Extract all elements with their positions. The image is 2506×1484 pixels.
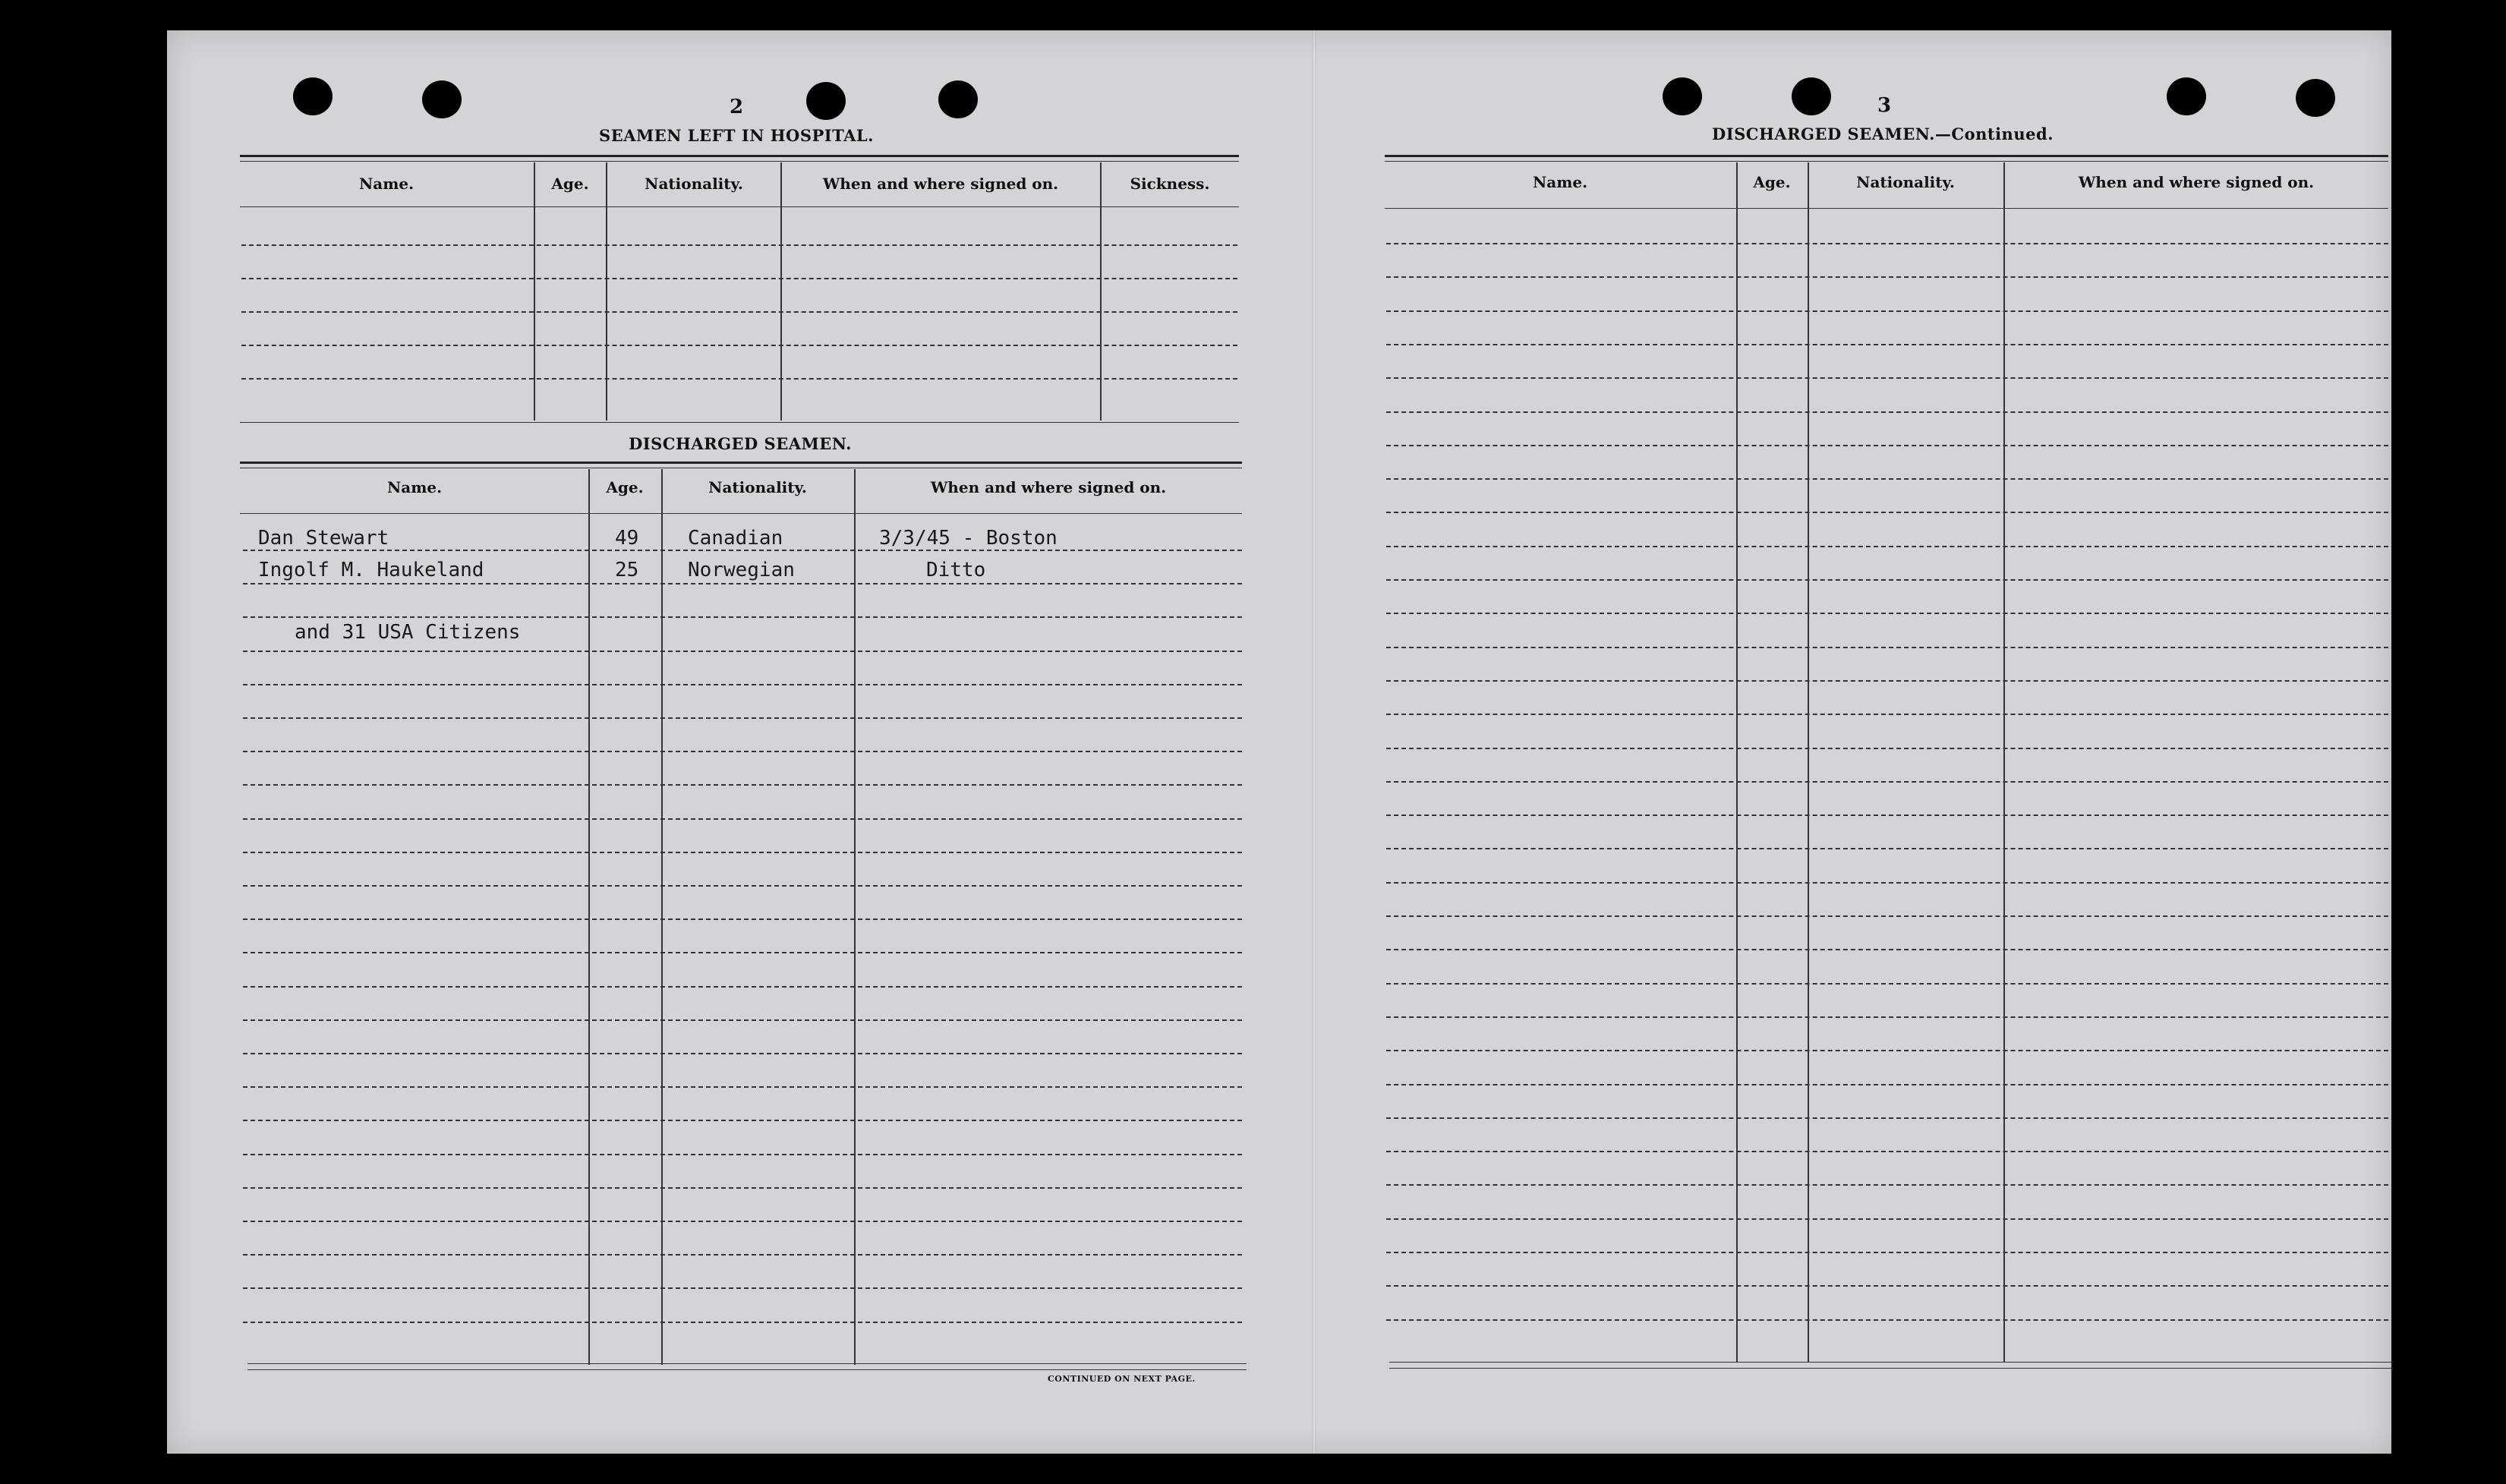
discharged-row-1-signed-on: 3/3/45 - Boston <box>879 527 1058 550</box>
binder-hole <box>806 82 846 120</box>
right-col-age: Age. <box>1753 173 1791 191</box>
ruled-line <box>1386 1151 2388 1152</box>
ruled-line <box>1386 613 2388 614</box>
ruled-line <box>1386 1117 2388 1119</box>
ruled-line <box>243 717 1242 719</box>
ruled-line <box>243 952 1242 953</box>
discharged-col-name: Name. <box>386 478 443 496</box>
ruled-line <box>1386 512 2388 513</box>
ruled-line <box>243 852 1242 853</box>
ruled-line <box>1386 1319 2388 1321</box>
column-divider <box>2003 162 2005 1362</box>
ruled-line <box>243 885 1242 887</box>
hospital-col-signed-on: When and where signed on. <box>822 175 1059 193</box>
ruled-line <box>1386 579 2388 581</box>
binder-hole <box>293 77 333 115</box>
discharged-col-nationality: Nationality. <box>708 478 807 496</box>
right-col-nationality: Nationality. <box>1856 173 1955 191</box>
ruled-line <box>1386 1285 2388 1287</box>
discharged-row-2-name: Ingolf M. Haukeland <box>258 559 484 581</box>
ruled-line <box>1386 1184 2388 1186</box>
ruled-line <box>243 550 1242 551</box>
hospital-col-sickness: Sickness. <box>1130 175 1210 193</box>
continued-footer: CONTINUED ON NEXT PAGE. <box>1048 1374 1196 1384</box>
binder-hole <box>2167 77 2206 115</box>
ruled-line <box>1386 1218 2388 1220</box>
table-top-rule <box>240 155 1239 157</box>
discharged-row-1-name: Dan Stewart <box>258 527 389 550</box>
discharged-row-1-nationality: Canadian <box>688 527 783 550</box>
table-top-rule <box>240 462 1242 464</box>
ruled-line <box>1386 814 2388 816</box>
ruled-line <box>241 278 1237 279</box>
ruled-line <box>243 1154 1242 1155</box>
ruled-line <box>241 345 1237 346</box>
ruled-line <box>1386 276 2388 278</box>
ruled-line <box>1386 411 2388 413</box>
ruled-line <box>243 651 1242 652</box>
ruled-line <box>1386 647 2388 648</box>
right-col-signed-on: When and where signed on. <box>2078 173 2315 191</box>
ruled-line <box>243 1287 1242 1289</box>
column-divider <box>1736 162 1738 1362</box>
ruled-line <box>241 244 1237 246</box>
binder-hole <box>2296 79 2335 117</box>
column-divider <box>1808 162 1809 1362</box>
ruled-line <box>243 1187 1242 1189</box>
column-divider <box>780 162 782 421</box>
page-fold <box>1312 30 1316 1454</box>
discharged-row-2-signed-on: Ditto <box>926 559 986 581</box>
binder-hole <box>938 80 978 118</box>
ruled-line <box>1386 1252 2388 1253</box>
table-top-rule <box>1385 161 2388 162</box>
header-rule <box>240 513 1242 514</box>
discharged-row-2-age: 25 <box>615 559 639 581</box>
ruled-line <box>243 918 1242 920</box>
table-bottom-rule <box>1389 1362 2393 1363</box>
table-bottom-rule <box>247 1369 1247 1370</box>
ruled-line <box>1386 243 2388 244</box>
column-divider <box>661 469 663 1365</box>
column-divider <box>588 469 590 1365</box>
ruled-line <box>243 1053 1242 1054</box>
ruled-line <box>1386 882 2388 884</box>
ruled-line <box>1386 445 2388 446</box>
ruled-line <box>1386 1084 2388 1085</box>
ruled-line <box>1386 714 2388 715</box>
column-divider <box>606 162 607 421</box>
right-col-name: Name. <box>1532 173 1588 191</box>
ruled-line <box>1386 848 2388 849</box>
ruled-line <box>1386 915 2388 917</box>
discharged-row-2-nationality: Norwegian <box>688 559 795 581</box>
table-bottom-rule <box>240 422 1239 423</box>
ruled-line <box>1386 344 2388 345</box>
page-number-right: 3 <box>1877 94 1892 117</box>
ruled-line <box>1386 377 2388 379</box>
ruled-line <box>1386 478 2388 480</box>
ruled-line <box>243 1120 1242 1121</box>
table-top-rule <box>1385 155 2388 157</box>
page-number-left: 2 <box>729 96 744 118</box>
table-bottom-rule <box>247 1363 1247 1364</box>
ruled-line <box>1386 310 2388 312</box>
hospital-section-title: SEAMEN LEFT IN HOSPITAL. <box>599 126 874 145</box>
ruled-line <box>1386 781 2388 783</box>
ruled-line <box>243 1019 1242 1021</box>
ruled-line <box>1386 1016 2388 1018</box>
ruled-line <box>243 616 1242 618</box>
column-divider <box>534 162 535 421</box>
discharged-col-age: Age. <box>606 478 644 496</box>
hospital-col-nationality: Nationality. <box>645 175 743 193</box>
ruled-line <box>243 784 1242 786</box>
ruled-line <box>1386 748 2388 749</box>
ruled-line <box>243 818 1242 820</box>
ruled-line <box>1386 1050 2388 1051</box>
column-divider <box>854 469 856 1365</box>
discharged-row-1-age: 49 <box>615 527 639 550</box>
right-section-title: DISCHARGED SEAMEN.—Continued. <box>1712 124 2054 143</box>
ruled-line <box>241 378 1237 380</box>
binder-hole <box>422 80 462 118</box>
header-rule <box>240 206 1239 207</box>
ruled-line <box>243 1221 1242 1222</box>
discharged-note: and 31 USA Citizens <box>295 621 521 644</box>
binder-hole <box>1663 77 1702 115</box>
discharged-section-title: DISCHARGED SEAMEN. <box>629 434 852 453</box>
ruled-line <box>243 1322 1242 1323</box>
hospital-col-age: Age. <box>551 175 589 193</box>
ruled-line <box>1386 983 2388 985</box>
ruled-line <box>243 986 1242 988</box>
table-bottom-rule <box>1389 1368 2393 1369</box>
ruled-line <box>243 751 1242 752</box>
ruled-line <box>241 311 1237 313</box>
ruled-line <box>1386 949 2388 950</box>
ruled-line <box>243 583 1242 584</box>
column-divider <box>1100 162 1102 421</box>
ruled-line <box>243 684 1242 685</box>
ruled-line <box>1386 680 2388 682</box>
binder-hole <box>1792 77 1831 115</box>
ruled-line <box>1386 546 2388 547</box>
discharged-col-signed-on: When and where signed on. <box>930 478 1167 496</box>
header-rule <box>1385 208 2388 209</box>
ruled-line <box>243 1254 1242 1256</box>
hospital-col-name: Name. <box>358 175 415 193</box>
ruled-line <box>243 1086 1242 1088</box>
table-top-rule <box>240 161 1239 162</box>
